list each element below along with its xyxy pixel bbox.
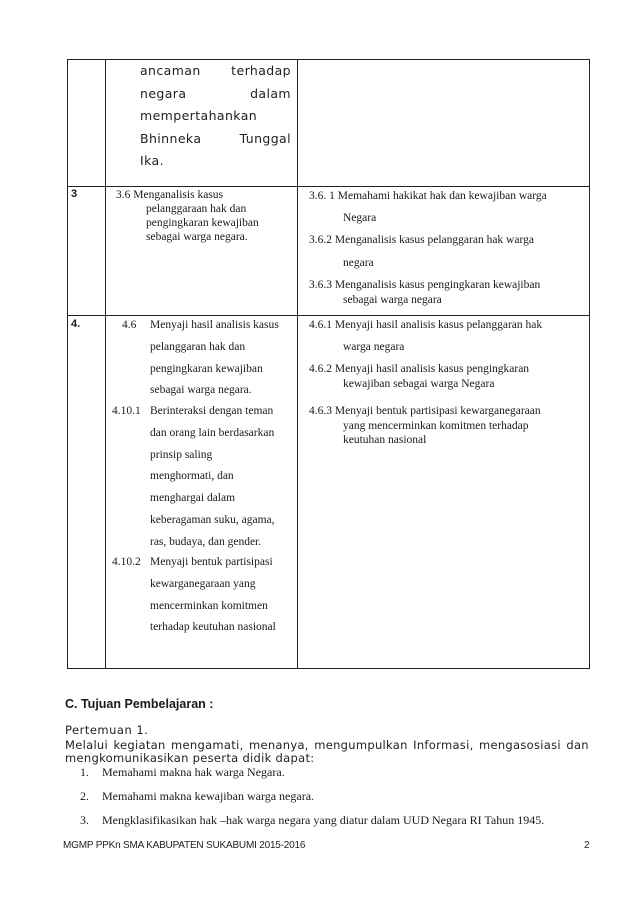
list-text: Memahami makna hak warga Negara. [102,765,285,779]
page-number: 2 [584,840,590,851]
text-line: 4.6.3 Menyaji bentuk partisipasi kewarganegaraan [309,405,541,417]
section-heading: C. Tujuan Pembelajaran : [65,697,214,711]
table-row [68,187,590,316]
text-line: pelanggaran hak dan [150,340,246,353]
text-line: Menyaji bentuk partisipasi [150,556,273,568]
list-text: Memahami makna kewajiban warga negara. [102,789,315,803]
text-line: sebagai warga negara. [150,384,252,397]
objective-paragraph-line1 [65,738,589,752]
number-cell [68,316,106,669]
text-line: sebagai warga negara. [146,231,248,243]
text-line: pengingkaran kewajiban [150,362,263,375]
table-row [68,316,590,669]
text-line: 4.6 [122,319,137,331]
word: Bhinneka [140,130,202,146]
word: menanya, [248,738,309,752]
word: mengasosiasi [478,738,561,752]
text-line: 4.10.2 [112,556,141,568]
indicator-cell [298,316,590,669]
text-line: terhadap keutuhan nasional [150,621,276,634]
text-line: pengingkaran kewajiban [146,217,259,229]
text-line: 3.6.3 Menganalisis kasus pengingkaran kewajiban [309,279,541,291]
word: Ika. [140,153,164,168]
row-number: 4. [71,318,81,330]
word: ancaman [140,63,201,78]
text-line: keberagaman suku, agama, [150,514,275,526]
text-line: warga negara [343,341,405,353]
meeting-label: Pertemuan 1. [65,723,149,737]
word: Melalui [65,738,109,752]
text-line: negara [343,257,374,269]
text-line: yang mencerminkan komitmen terhadap [343,420,529,432]
text-line [140,60,291,83]
footer-text: MGMP PPKn SMA KABUPATEN SUKABUMI 2015-2016 [63,840,306,851]
text-line: kewarganegaraan yang [150,577,256,590]
word: terhadap [231,63,291,78]
word: mempertahankan [140,108,258,123]
word: dalam [250,85,291,101]
indicator-text [298,187,589,315]
text-line: kewajiban sebagai warga Negara [343,378,495,390]
text-line: sebagai warga negara [343,294,442,306]
text-line: 3.6.2 Menganalisis kasus pelanggaran hak warga [309,234,534,246]
text-line: keutuhan nasional [343,434,427,446]
competency-text [96,60,297,173]
list-item [80,813,544,828]
text-line: menghargai dalam [150,492,236,505]
list-number: 2. [80,789,89,803]
text-line: 4.6.1 Menyaji hasil analisis kasus pelanggaran hak [309,319,543,331]
text-line: Berinteraksi dengan teman [150,405,274,417]
table-row [68,60,590,187]
text-line [140,128,291,151]
competency-text [106,316,297,668]
word: negara [140,85,187,101]
indicator-cell [298,60,590,187]
text-line [140,150,291,173]
text-line: menghormati, dan [150,470,234,483]
word: kegiatan [113,738,166,752]
word: mengumpulkan [314,738,408,752]
list-text: Mengklasifikasikan hak –hak warga negara yang diatur dalam UUD Negara RI Tahun 1945. [102,813,545,827]
text-line: mencerminkan komitmen [150,599,268,612]
number-cell [68,187,106,316]
text-line: Negara [343,212,377,224]
text-line: prinsip saling [150,448,213,461]
word: Tunggal [239,130,291,146]
competency-table [67,59,590,669]
text-line: 3.6 Menganalisis kasus [116,189,224,201]
word: Informasi, [413,738,474,752]
basic-competency-cell [106,60,298,187]
text-line: pelanggaraan hak dan [146,203,247,215]
text-line: 4.6.2 Menyaji hasil analisis kasus pengingkaran [309,363,530,375]
row-number: 3 [71,188,78,200]
competency-text [106,187,297,315]
basic-competency-cell [106,187,298,316]
text-line [140,105,291,128]
indicator-cell [298,187,590,316]
text-line: ras, budaya, dan gender. [150,535,262,548]
basic-competency-cell [106,316,298,669]
text-line [140,83,291,106]
list-item [80,765,285,780]
text-line: Menyaji hasil analisis kasus [150,319,279,331]
list-number: 3. [80,813,89,827]
list-item [80,789,314,804]
objective-paragraph-line2: mengkomunikasikan peserta didik dapat: [65,751,315,765]
word: mengamati, [171,738,244,752]
text-line: 3.6. 1 Memahami hakikat hak dan kewajiban warga [309,190,547,202]
list-number: 1. [80,765,89,779]
text-line: dan orang lain berdasarkan [150,426,275,439]
text-line: 4.10.1 [112,405,141,417]
word: dan [566,738,589,752]
indicator-text [298,316,589,668]
